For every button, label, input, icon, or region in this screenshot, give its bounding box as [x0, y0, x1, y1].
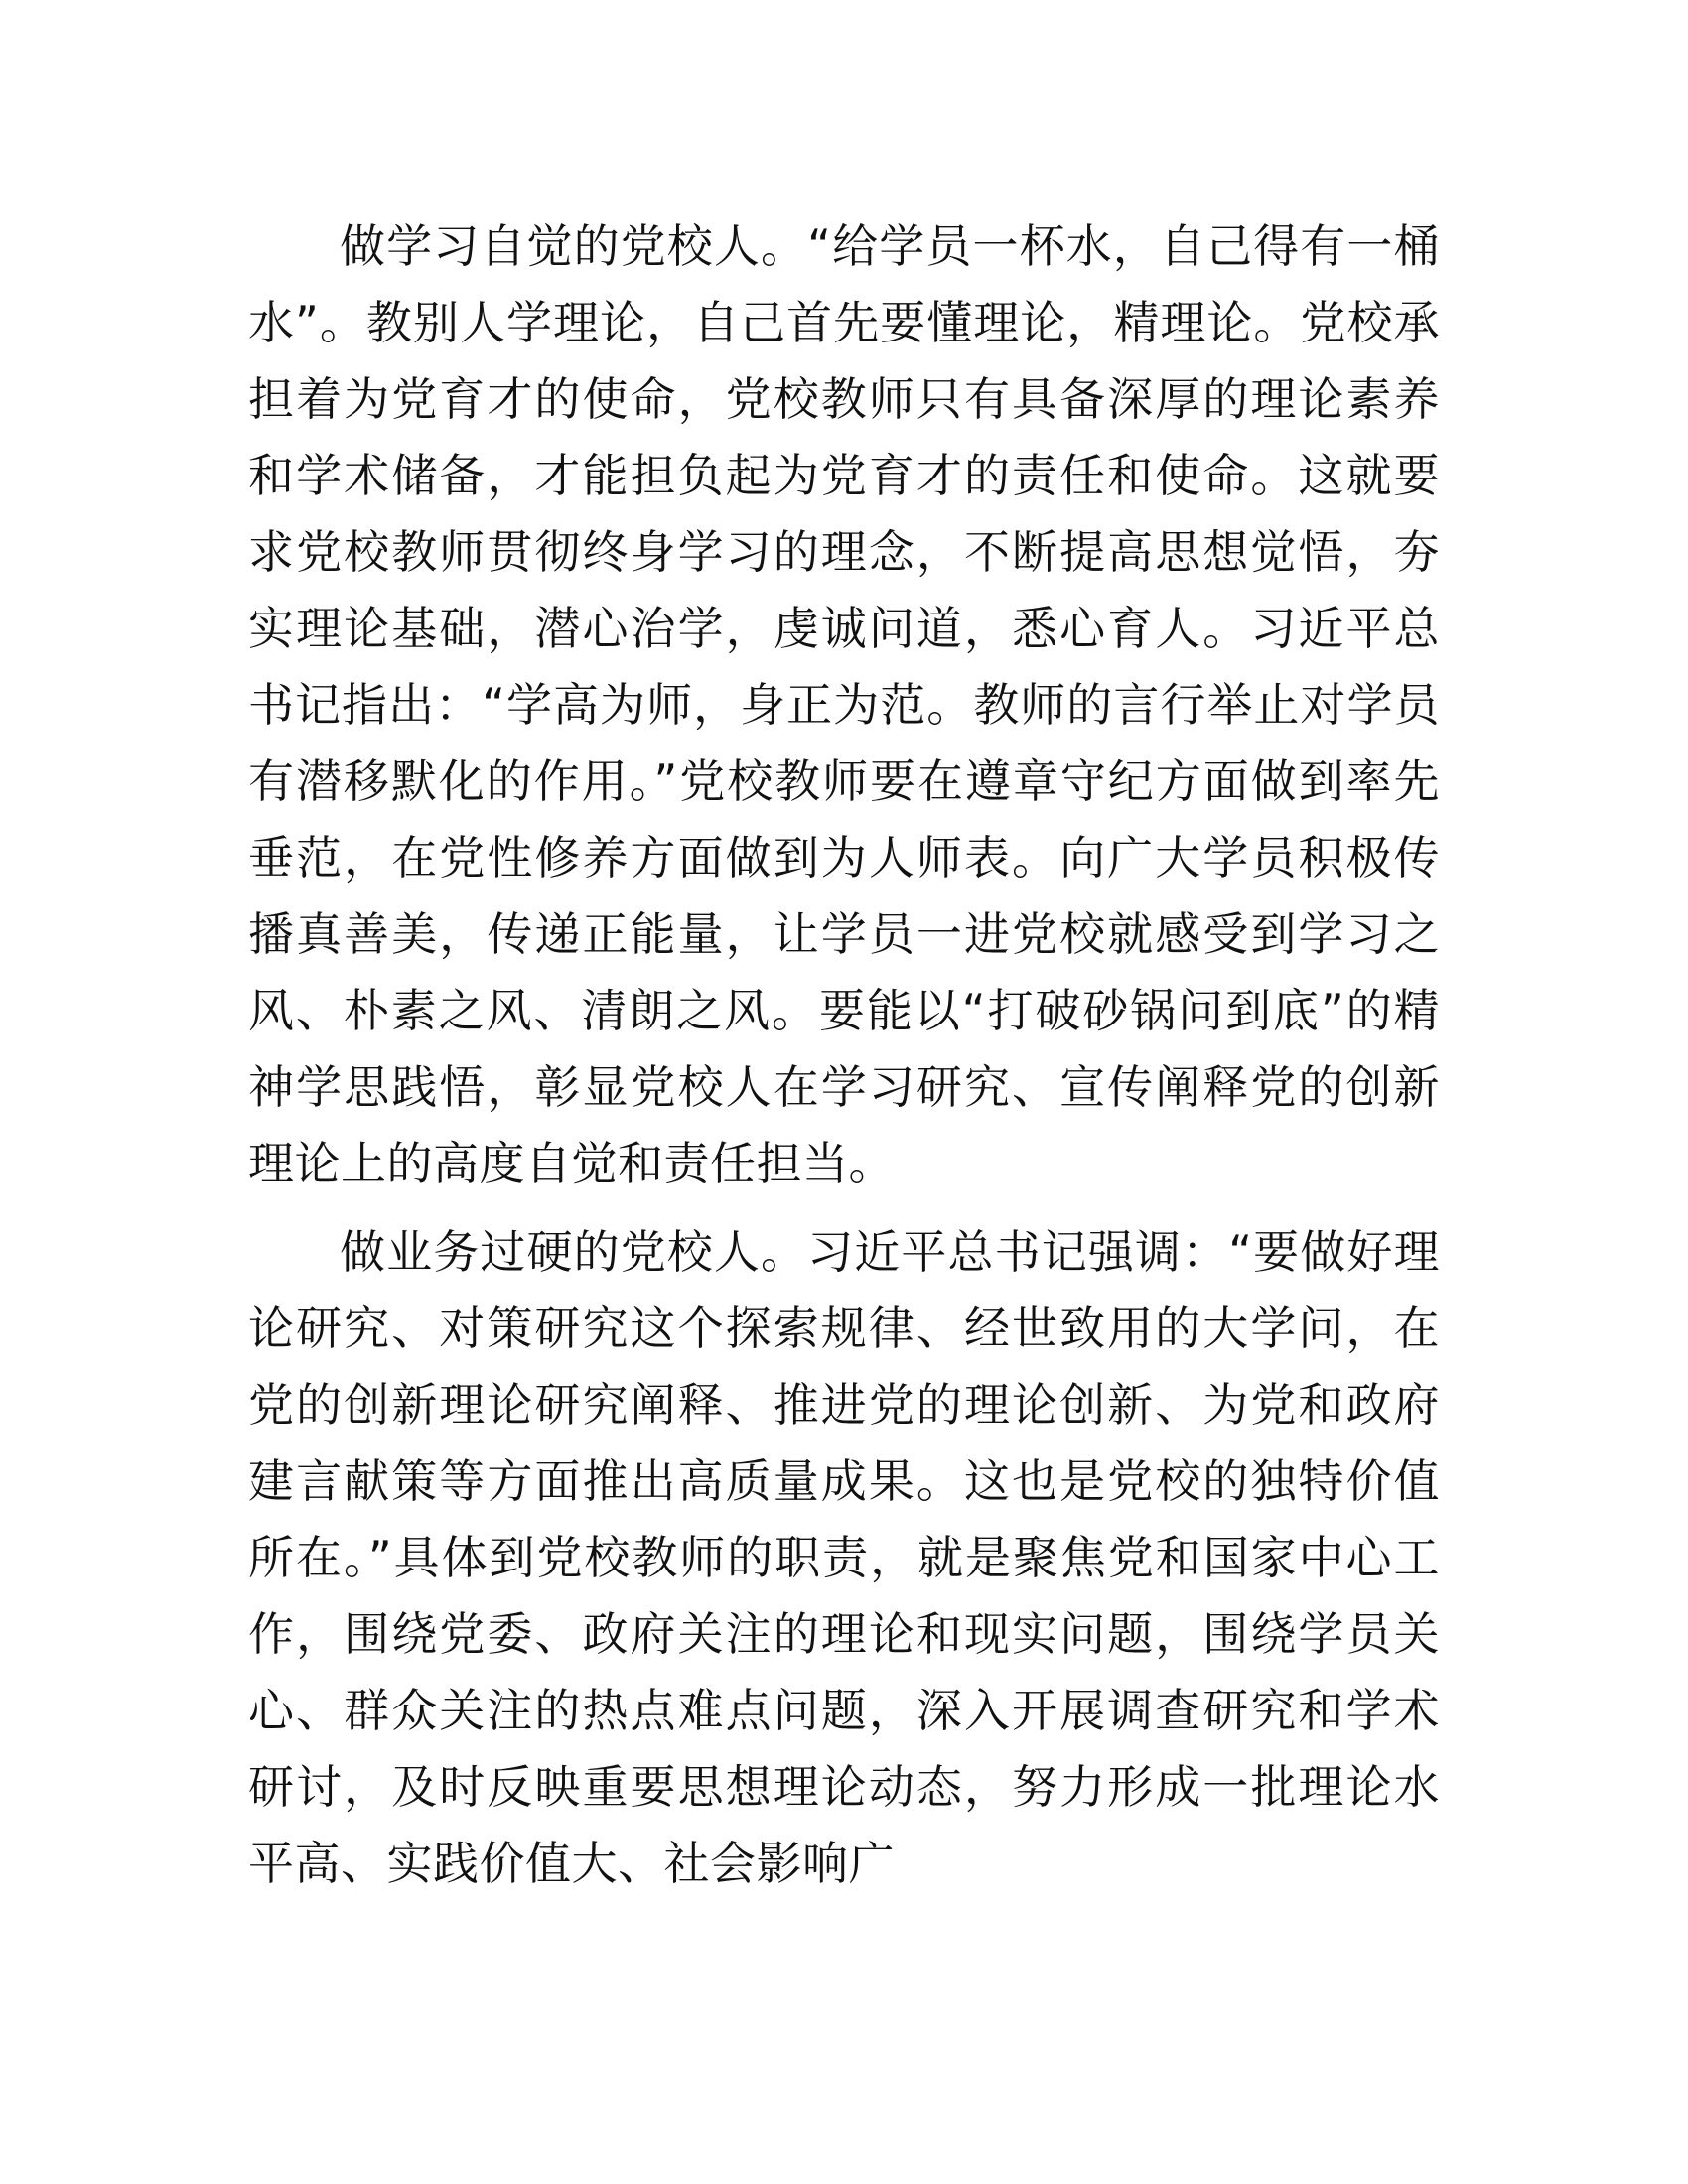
document-page — [248, 208, 1440, 1902]
paragraph-professional-excellence: 做业务过硬的党校人。习近平总书记强调：“要做好理论研究、对策研究这个探索规律、经世致用的大学问，在党的创新理论研究阐释、推进党的理论创新、为党和政府建言献策等方面推出高质量成果。这也是党校的独特价值所在。”具体到党校教师的职责，就是聚焦党和国家中心工作，围绕党委、政府关注的理论和现实问题，围绕学员关心、群众关注的热点难点问题，深入开展调查研究和学术研讨，及时反映重要思想理论动态，努力形成一批理论水平高、实践价值大、社会影响广 — [248, 1225, 1440, 1890]
paragraph-study-consciously: 做学习自觉的党校人。“给学员一杯水，自己得有一桶水”。教别人学理论，自己首先要懂理论，精理论。党校承担着为党育才的使命，党校教师只有具备深厚的理论素养和学术储备，才能担负起为党育才的责任和使命。这就要求党校教师贯彻终身学习的理念，不断提高思想觉悟，夯实理论基础，潜心治学，虔诚问道，悉心育人。习近平总书记指出：“学高为师，身正为范。教师的言行举止对学员有潜移默化的作用。”党校教师要在遵章守纪方面做到率先垂范，在党性修养方面做到为人师表。向广大学员积极传播真善美，传递正能量，让学员一进党校就感受到学习之风、朴素之风、清朗之风。要能以“打破砂锅问到底”的精神学思践悟，彰显党校人在学习研究、宣传阐释党的创新理论上的高度自觉和责任担当。 — [248, 219, 1440, 1190]
